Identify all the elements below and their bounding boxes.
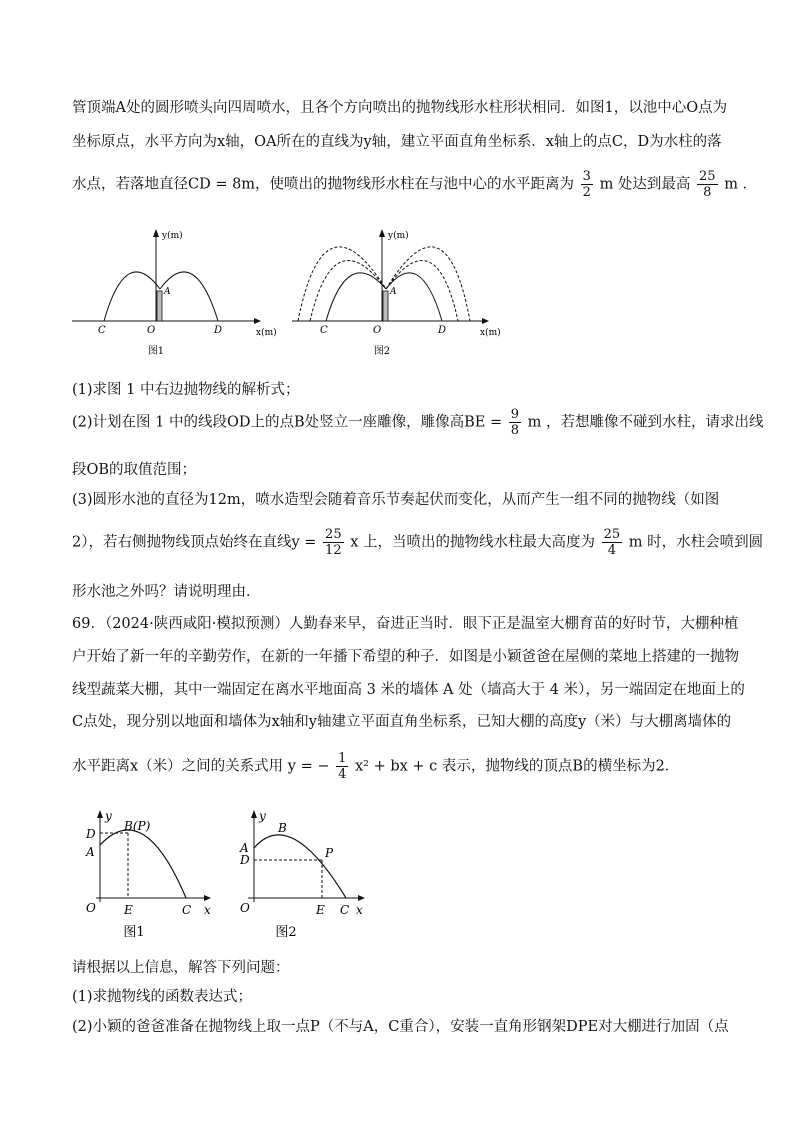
y-label: y [259, 809, 266, 823]
text-segment: m 处达到最高 [599, 176, 691, 193]
figure-caption: 图1 [147, 346, 165, 357]
origin-label: O [147, 325, 156, 336]
x-label: x [356, 903, 363, 917]
figure-1 [68, 225, 288, 365]
fraction-numerator: 25 [699, 169, 716, 184]
problem-69-line: 线型蔬菜大棚，其中一端固定在离水平地面高 3 米的墙体 A 处（墙高大于 4 米），另一端固定在地面上的 [72, 682, 745, 698]
x-axis-arrow [482, 318, 489, 324]
text-segment: m ，若想雕像不碰到水柱，请求出线 [527, 414, 764, 431]
x-axis-arrow [254, 318, 261, 324]
text-line: 坐标原点，水平方向为x轴，OA所在的直线为y轴，建立平面直角坐标系．x轴上的点C，D为水柱的落 [72, 134, 722, 150]
question-2 [72, 408, 764, 437]
point-p-label: P [325, 846, 334, 860]
fraction [697, 170, 718, 199]
point-c-label: C [340, 903, 350, 917]
point-a-label: A [86, 845, 95, 859]
point-a-label: A [164, 287, 171, 297]
x-axis-label: x(m) [480, 328, 501, 338]
point-a-label: A [240, 841, 249, 855]
text-segment: 水平距离x（米）之间的关系式用 y = − [72, 758, 330, 775]
problem-69-line: 户开始了新一年的辛勤劳作，在新的一年播下希望的种子．如图是小颖爸爸在屋侧的菜地上搭建的一抛物 [72, 649, 739, 665]
origin-label: O [373, 325, 382, 336]
fraction-denominator: 4 [607, 543, 617, 558]
fraction-numerator: 3 [582, 169, 591, 184]
point-d-label: D [240, 853, 250, 867]
y-axis-arrow [153, 229, 159, 237]
point-d-label: D [214, 325, 223, 336]
point-b-label: B(P) [124, 819, 151, 833]
parabola [100, 830, 186, 898]
point-d-label: D [438, 325, 447, 336]
point-c-label: C [182, 903, 192, 917]
text-segment: (2)计划在图 1 中的线段OD上的点B处竖立一座雕像，雕像高BE = [72, 414, 503, 431]
point-b-label: B [278, 821, 287, 835]
figure-caption: 图2 [275, 925, 297, 940]
fraction [581, 170, 593, 199]
point-d-label: D [86, 827, 96, 841]
parabola [254, 835, 346, 898]
point-a-label: A [390, 287, 397, 297]
point-e-label: E [316, 903, 325, 917]
question-3: (3)圆形水池的直径为12m，喷水造型会随着音乐节奏起伏而变化，从而产生一组不同的抛物线（如图 [72, 492, 720, 508]
question-69-1: (1)求抛物线的函数表达式； [72, 989, 253, 1005]
point-c-label: C [320, 325, 328, 336]
text-line: 管顶端A处的圆形喷头向四周喷水，且各个方向喷出的抛物线形水柱形状相同．如图1，以池中心O点为 [72, 100, 728, 116]
point-c-label: C [98, 325, 106, 336]
text-segment: m 时，水柱会喷到圆 [628, 534, 764, 551]
right-parabola-middle [386, 261, 458, 321]
fraction-numerator: 9 [510, 407, 520, 422]
fraction-denominator: 12 [325, 543, 342, 558]
fraction [336, 752, 348, 781]
figure-caption: 图1 [123, 925, 145, 940]
fraction-numerator: 1 [338, 751, 347, 766]
problem-69-line [72, 752, 679, 781]
figure-69-1 [72, 800, 222, 945]
figure-69-2 [228, 800, 378, 945]
question-1: (1)求图 1 中右边抛物线的解析式； [72, 382, 300, 398]
text-segment: m ． [724, 176, 758, 193]
instruction-line: 请根据以上信息，解答下列问题： [72, 960, 290, 976]
x-axis-label: x(m) [256, 328, 277, 338]
water-pipe [157, 291, 162, 321]
problem-69-line: C点处，现分别以地面和墙体为x轴和y轴建立平面直角坐标系，已知大棚的高度y（米）与大棚离墙体的 [72, 714, 732, 730]
x-axis-arrow [358, 895, 365, 901]
fraction-denominator: 2 [582, 185, 591, 200]
text-line [72, 528, 763, 557]
fraction-denominator: 8 [703, 185, 712, 200]
fraction [509, 408, 521, 437]
text-line: 形水池之外吗？请说明理由． [72, 584, 261, 600]
fraction-denominator: 8 [510, 423, 520, 438]
problem-69-line: 69．（2024·陕西咸阳·模拟预测）人勤春来早，奋进正当时．眼下正是温室大棚育苗的好时节，大棚种植 [72, 616, 739, 632]
x-axis-arrow [204, 895, 211, 901]
fraction-numerator: 25 [603, 527, 621, 542]
fraction-numerator: 25 [325, 527, 342, 542]
left-parabola-middle [310, 261, 386, 321]
y-axis-label: y(m) [388, 231, 409, 241]
left-parabola-inner [326, 273, 386, 321]
fraction-denominator: 4 [338, 767, 347, 782]
text-segment: 2），若右侧抛物线顶点始终在直线y = [72, 534, 317, 551]
point-e-label: E [124, 903, 133, 917]
origin-label: O [86, 901, 96, 915]
fraction [323, 528, 344, 557]
text-line [72, 170, 757, 199]
figure-2 [290, 225, 520, 365]
text-segment: 水点，若落地直径CD = 8m，使喷出的抛物线形水柱在与池中心的水平距离为 [72, 176, 575, 193]
fraction [602, 528, 623, 557]
figure-caption: 图2 [373, 346, 391, 357]
origin-label: O [240, 901, 250, 915]
question-69-2: (2)小颖的爸爸准备在抛物线上取一点P（不与A，C重合），安装一直角形钢架DPE对大棚进行加固（点 [72, 1019, 729, 1035]
y-axis-arrow [379, 229, 385, 237]
text-segment: x² + bx + c 表示，抛物线的顶点B的横坐标为2． [355, 758, 680, 775]
water-pipe [383, 291, 388, 321]
text-segment: x 上，当喷出的抛物线水柱最大高度为 [350, 534, 595, 551]
y-axis-arrow [251, 810, 257, 818]
y-axis-label: y(m) [162, 231, 183, 241]
left-parabola [104, 272, 160, 321]
x-label: x [204, 903, 211, 917]
y-axis-arrow [97, 810, 103, 818]
y-label: y [105, 809, 112, 823]
text-line: 段OB的取值范围； [72, 462, 197, 478]
right-parabola-outer [386, 247, 470, 321]
